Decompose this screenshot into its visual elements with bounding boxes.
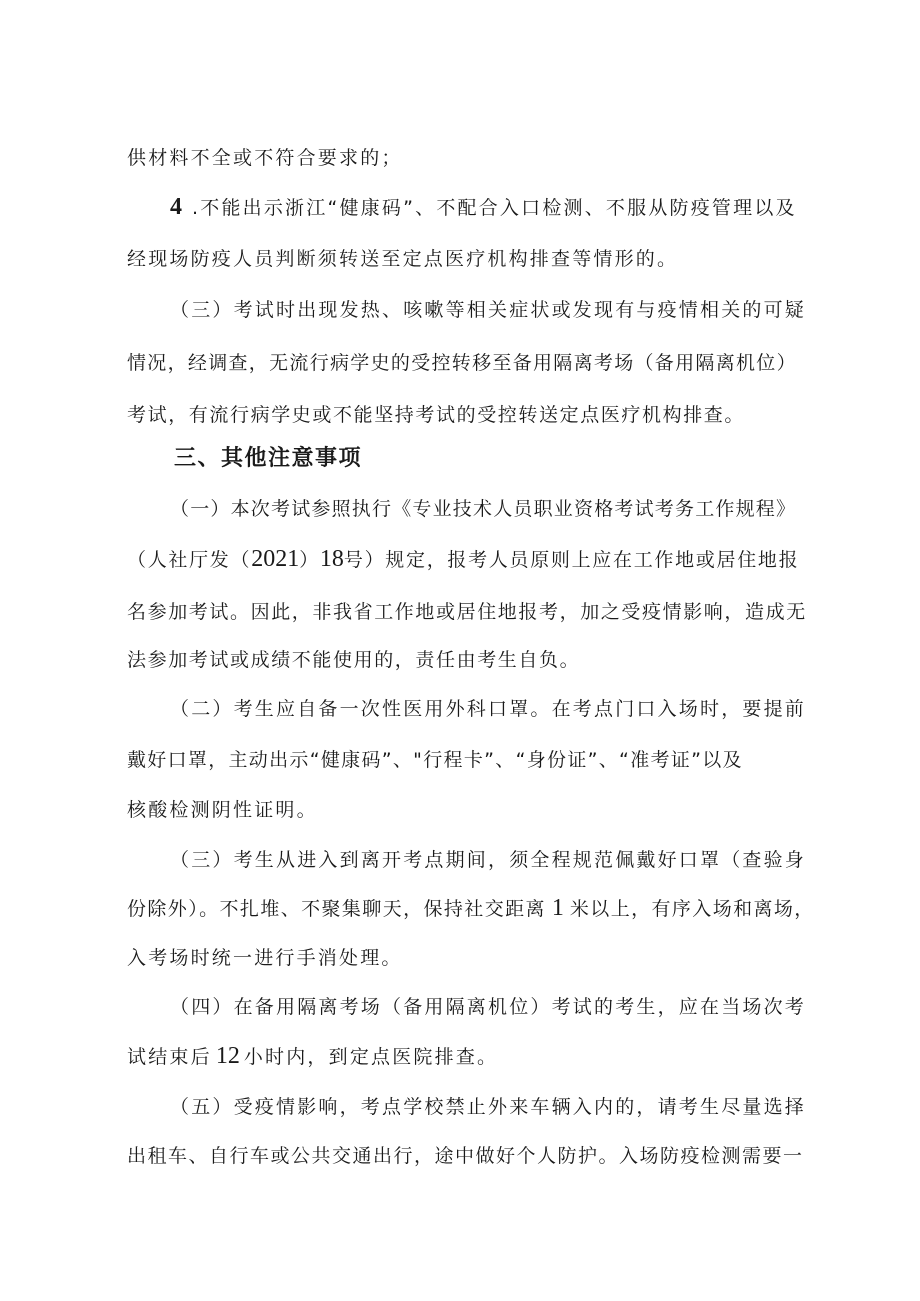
document-number: 2021 [251,546,300,572]
text-run: 入考场时统一进行手消处理。 [127,947,403,969]
paragraph-line [127,351,797,375]
paragraph-line [170,1095,806,1119]
text-run: 试结束后 [127,1046,212,1068]
paragraph-line [127,547,799,572]
text-run: .不能出示浙江“健康码”、不配合入口检测、不服从防疫管理以及 [192,197,797,219]
heading-text: 三、其他注意事项 [174,446,363,471]
paragraph-line [127,648,580,672]
paragraph-line [127,403,745,427]
text-run: 考试，有流行病学史或不能坚持考试的受控转送定点医疗机构排查。 [127,404,746,426]
text-run: （三）考生从进入到离开考点期间，须全程规范佩戴好口罩（查验身 [170,849,807,871]
paragraph-line [170,697,806,721]
text-run: 出租车、自行车或公共交通出行，途中做好个人防护。入场防疫检测需要一 [127,1145,804,1167]
text-run: 情况，经调查，无流行病学史的受控转移至备用隔离考场（备用隔离机位） [127,352,797,374]
paragraph-line [127,600,807,624]
paragraph-line [170,848,806,872]
document-number: 12 [215,1043,240,1069]
paragraph-line [127,1144,804,1168]
section-heading [174,445,362,473]
document-number: 1 [551,895,564,921]
paragraph-line [127,146,403,170]
text-run: 经现场防疫人员判断须转送至定点医疗机构排查等情形的。 [127,248,679,270]
paragraph-line [170,298,806,322]
document-number: 18 [319,546,344,572]
text-run: ） [299,549,320,571]
text-run: 号）规定，报考人员原则上应在工作地或居住地报 [343,549,800,571]
text-run: 戴好口罩，主动出示“健康码”、"行程卡”、“身份证”、“准考证”以及 [127,749,743,771]
text-run: （四）在备用隔离考场（备用隔离机位）考试的考生，应在当场次考 [170,996,807,1018]
text-run: 供材料不全或不符合要求的； [127,147,403,169]
paragraph-line [127,247,678,271]
paragraph-line [170,195,797,220]
text-run: （二）考生应自备一次性医用外科口罩。在考点门口入场时，要提前 [170,698,807,720]
text-run: （三）考试时出现发热、咳嗽等相关症状或发现有与疫情相关的可疑 [170,299,807,321]
text-run: （一）本次考试参照执行《专业技术人员职业资格考试考务工作规程》 [170,498,797,520]
text-run: 份除外）。不扎堆、不聚集聊天，保持社交距离 [127,898,546,920]
text-run: 法参加考试或成绩不能使用的，责任由考生自负。 [127,649,581,671]
paragraph-line [127,946,403,970]
item-number: 4 [170,194,182,220]
paragraph-line [170,995,806,1019]
text-run: 小时内，到定点医院排查。 [243,1046,499,1068]
text-run: （人社厅发（ [127,549,252,571]
text-run: 米以上，有序入场和离场， [569,898,815,920]
paragraph-line [127,896,815,921]
paragraph-line [127,1044,498,1069]
text-run: （五）受疫情影响，考点学校禁止外来车辆入内的，请考生尽量选择 [170,1096,807,1118]
paragraph-line [127,748,743,772]
text-run: 名参加考试。因此，非我省工作地或居住地报考，加之受疫情影响，造成无 [127,601,807,623]
text-run: 核酸检测阴性证明。 [127,799,318,821]
paragraph-line [127,798,318,822]
paragraph-line [170,497,796,521]
